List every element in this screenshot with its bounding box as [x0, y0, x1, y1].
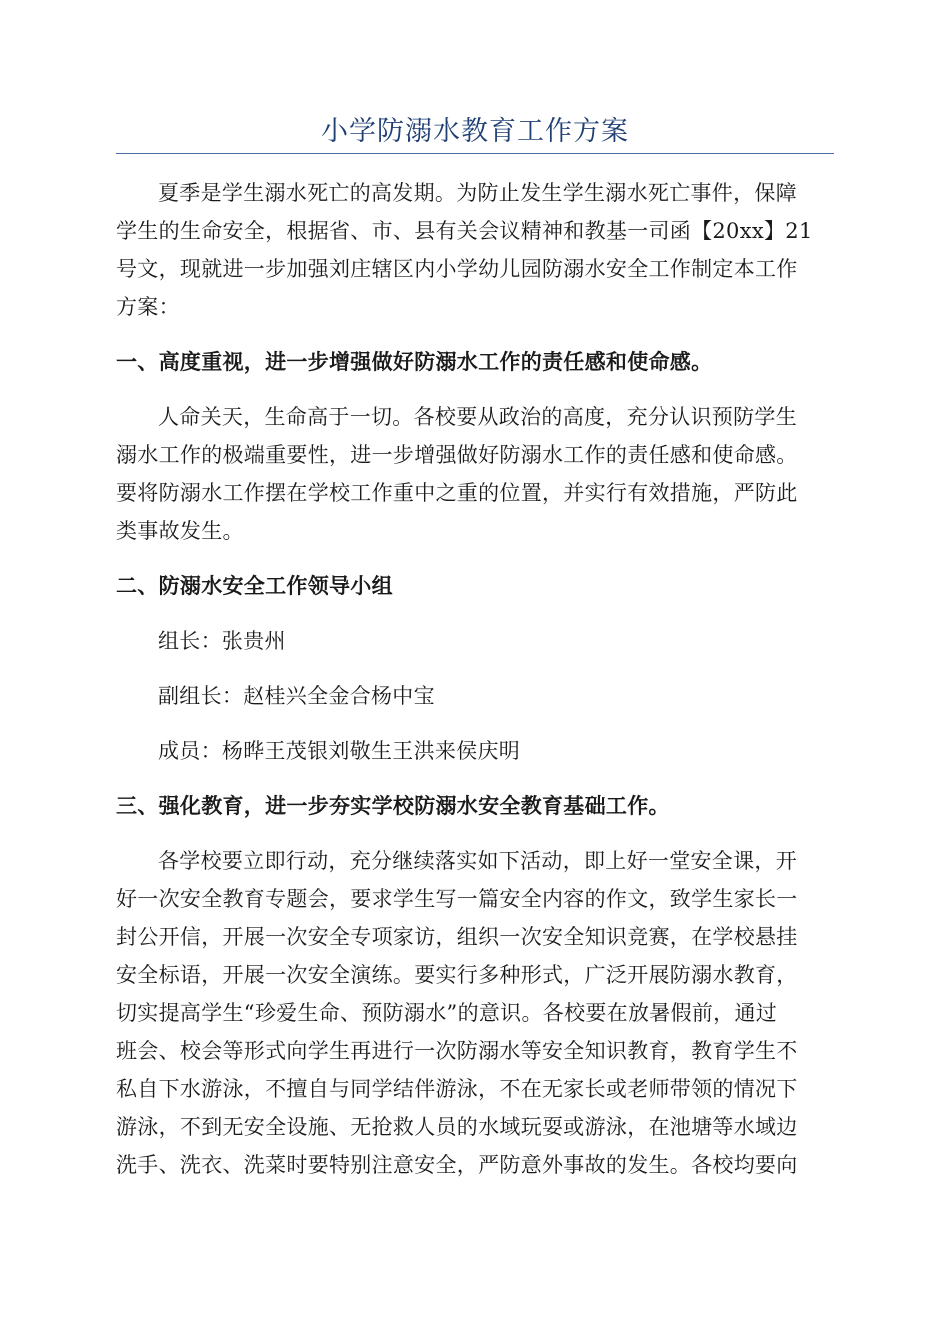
section-2-heading: 二、防溺水安全工作领导小组	[116, 574, 393, 598]
intro-paragraph: 夏季是学生溺水死亡的高发期。为防止发生学生溺水死亡事件，保障 学生的生命安全，根据省、市、县有关会议精神和教基一司函【20xx】21 号文，现就进一步加强刘庄辖区内小学幼儿园防溺水安全工作制定本工作 方案：	[116, 181, 813, 319]
section-3-heading: 三、强化教育，进一步夯实学校防溺水安全教育基础工作。	[116, 794, 670, 818]
group-members: 成员：杨晔王茂银刘敬生王洪来侯庆明	[158, 739, 521, 763]
group-deputy-leader: 副组长：赵桂兴全金合杨中宝	[158, 684, 435, 708]
document-title: 小学防溺水教育工作方案	[321, 116, 629, 147]
section-3-paragraph: 各学校要立即行动，充分继续落实如下活动，即上好一堂安全课，开 好一次安全教育专题会，要求学生写一篇安全内容的作文，致学生家长一 封公开信，开展一次安全专项家访，组织一次安全知识竞赛，在学校悬挂 安全标语，开展一次安全演练。要实行多种形式，广泛开展防溺水教育， 切实提高学生“珍爱生命、预防溺水”的意识。各校要在放暑假前，通过 班会、校会等形式向学生再进行一次防溺水等安全知识教育，教育学生不 私自下水游泳，不擅自与同学结伴游泳，不在无家长或老师带领的情况下 游泳，不到无安全设施、无抢救人员的水域玩耍或游泳，在池塘等水域边 洗手、洗衣、洗菜时要特别注意安全，严防意外事故的发生。各校均要向	[116, 849, 798, 1177]
section-1-paragraph: 人命关天，生命高于一切。各校要从政治的高度，充分认识预防学生 溺水工作的极端重要性，进一步增强做好防溺水工作的责任感和使命感。 要将防溺水工作摆在学校工作重中之重的位置，并实行有效措施，严防此 类事故发生。	[116, 405, 798, 543]
section-1-heading: 一、高度重视，进一步增强做好防溺水工作的责任感和使命感。	[116, 350, 713, 374]
document-body	[116, 174, 834, 1184]
title-underline	[116, 153, 834, 154]
group-leader: 组长：张贵州	[158, 629, 286, 653]
